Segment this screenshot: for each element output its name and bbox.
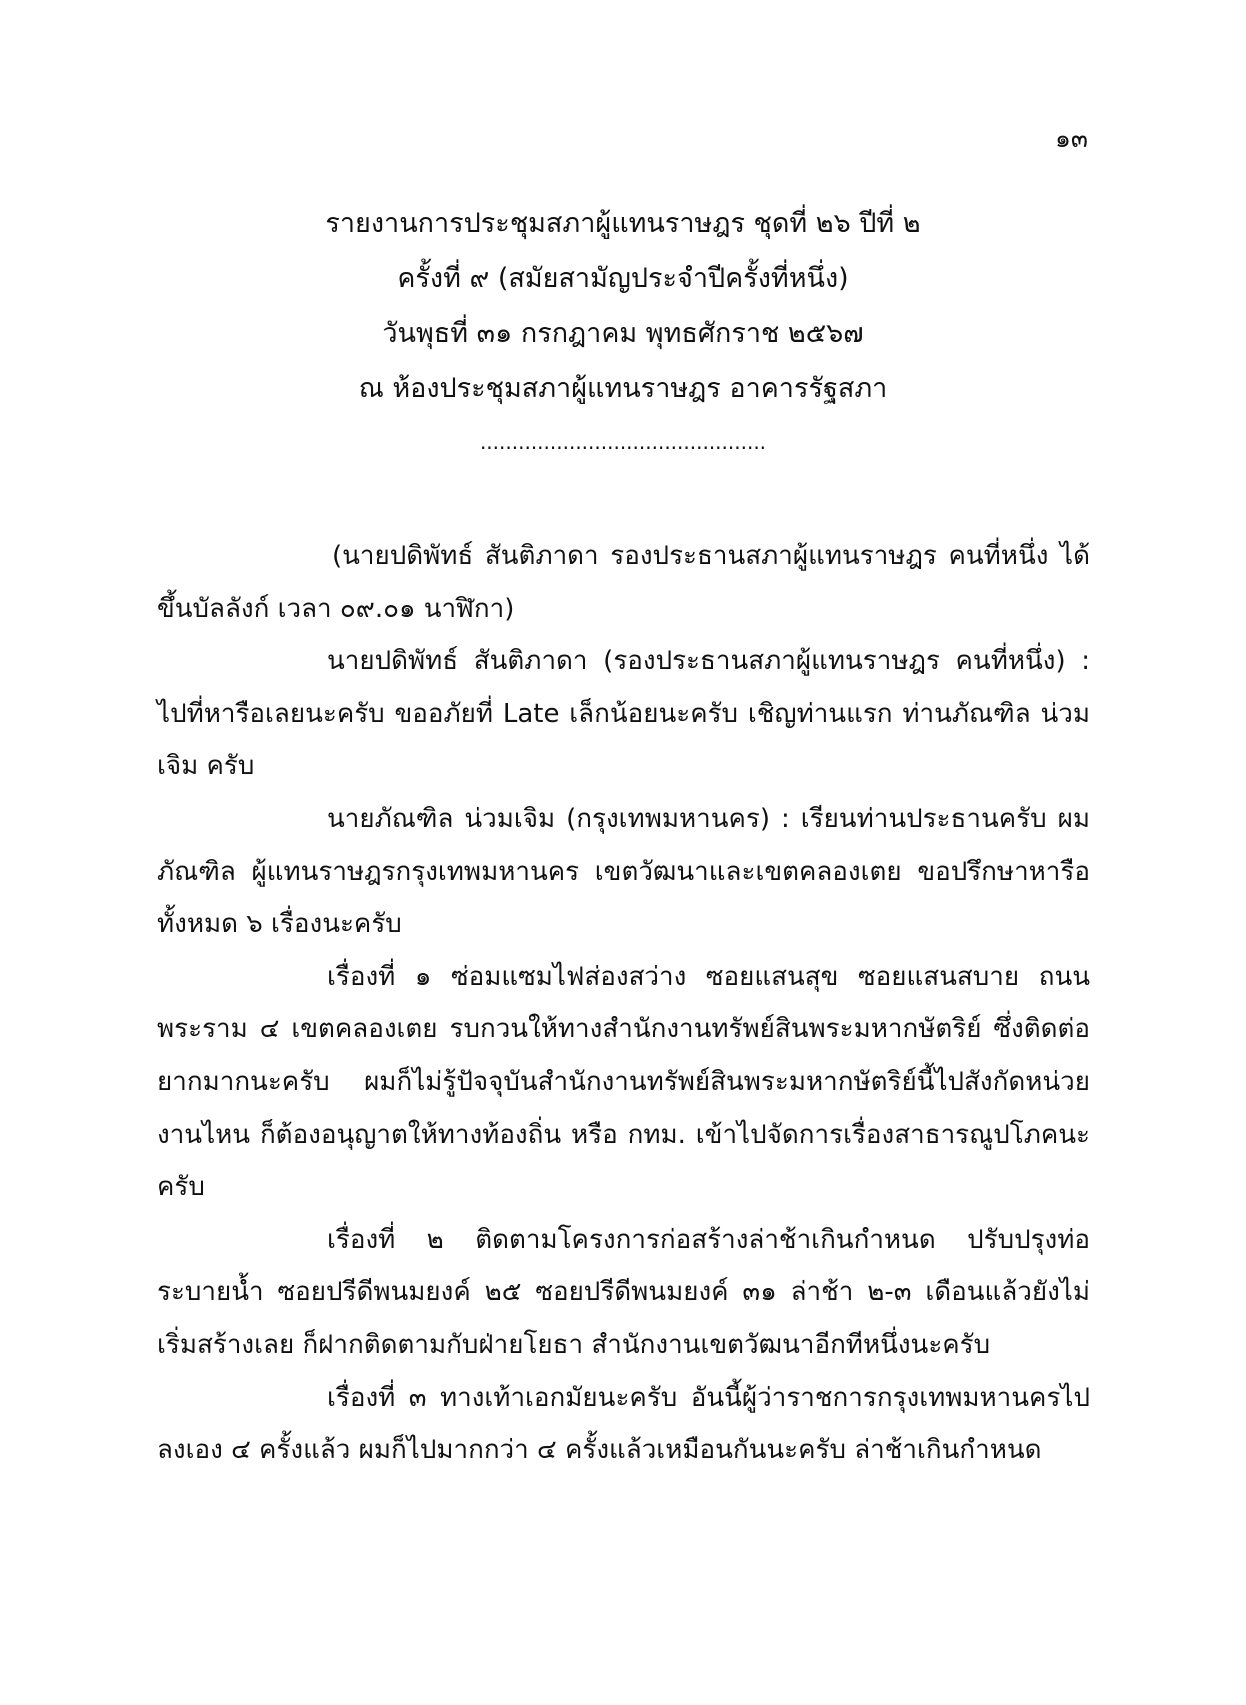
paragraph-issue-1: เรื่องที่ ๑ ซ่อมแซมไฟส่องสว่าง ซอยแสนสุข ซอยแสนสบาย ถนนพระราม ๔ เขตคลองเตย รบกวนให้ทางสำนักงานทรัพย์สินพระมหากษัตริย์ ซึ่งติดต่อยากมากนะครับ ผมก็ไม่รู้ปัจจุบันสำนักงานทรัพย์สินพระมหากษัตริย์นี้ไปสังกัดหน่วยงานไหน ก็ต้องอนุญาตให้ทางท้องถิ่น หรือ กทม. เข้าไปจัดการเรื่องสาธารณูปโภคนะครับ	[157, 961, 1090, 1203]
header-line-1: รายงานการประชุมสภาผู้แทนราษฎร ชุดที่ ๒๖ ปีที่ ๒	[325, 208, 921, 239]
paragraph-issue-3: เรื่องที่ ๓ ทางเท้าเอกมัยนะครับ อันนี้ผู้ว่าราชการกรุงเทพมหานครไปลงเอง ๔ ครั้งแล้ว ผมก็ไปมากกว่า ๔ ครั้งแล้วเหมือนกันนะครับ ล่าช้าเกินกำหนด	[157, 1382, 1090, 1466]
paragraph-chair-remarks: นายปดิพัทธ์ สันติภาดา (รองประธานสภาผู้แทนราษฎร คนที่หนึ่ง) : ไปที่หารือเลยนะครับ ขออภัยที่ Late เล็กน้อยนะครับ เชิญท่านแรก ท่านภัณฑิล น่วมเจิม ครับ	[157, 646, 1090, 782]
paragraph-session-opening: (นายปดิพัทธ์ สันติภาดา รองประธานสภาผู้แทนราษฎร คนที่หนึ่ง ได้ขึ้นบัลลังก์ เวลา ๐๙.๐๑ นาฬิกา)	[157, 541, 1090, 624]
header-line-3: วันพุธที่ ๓๑ กรกฎาคม พุทธศักราช ๒๕๖๗	[382, 318, 864, 349]
paragraph-issue-2: เรื่องที่ ๒ ติดตามโครงการก่อสร้างล่าช้าเกินกำหนด ปรับปรุงท่อระบายน้ำ ซอยปรีดีพนมยงค์ ๒๕ ซอยปรีดีพนมยงค์ ๓๑ ล่าช้า ๒-๓ เดือนแล้วยังไม่เริ่มสร้างเลย ก็ฝากติดตามกับฝ่ายโยธา สำนักงานเขตวัฒนาอีกทีหนึ่งนะครับ	[157, 1224, 1090, 1360]
header-line-2: ครั้งที่ ๙ (สมัยสามัญประจำปีครั้งที่หนึ่ง)	[397, 263, 849, 294]
dotted-separator: .............................................	[479, 430, 767, 454]
meeting-header	[0, 196, 1246, 462]
paragraph-speaker-intro: นายภัณฑิล น่วมเจิม (กรุงเทพมหานคร) : เรียนท่านประธานครับ ผม ภัณฑิล ผู้แทนราษฎรกรุงเทพมหานคร เขตวัฒนาและเขตคลองเตย ขอปรึกษาหารือทั้งหมด ๖ เรื่องนะครับ	[157, 803, 1090, 940]
page-number: ๑๓	[1055, 124, 1088, 153]
header-line-4: ณ ห้องประชุมสภาผู้แทนราษฎร อาคารรัฐสภา	[358, 373, 888, 404]
document-body	[157, 530, 1090, 1477]
